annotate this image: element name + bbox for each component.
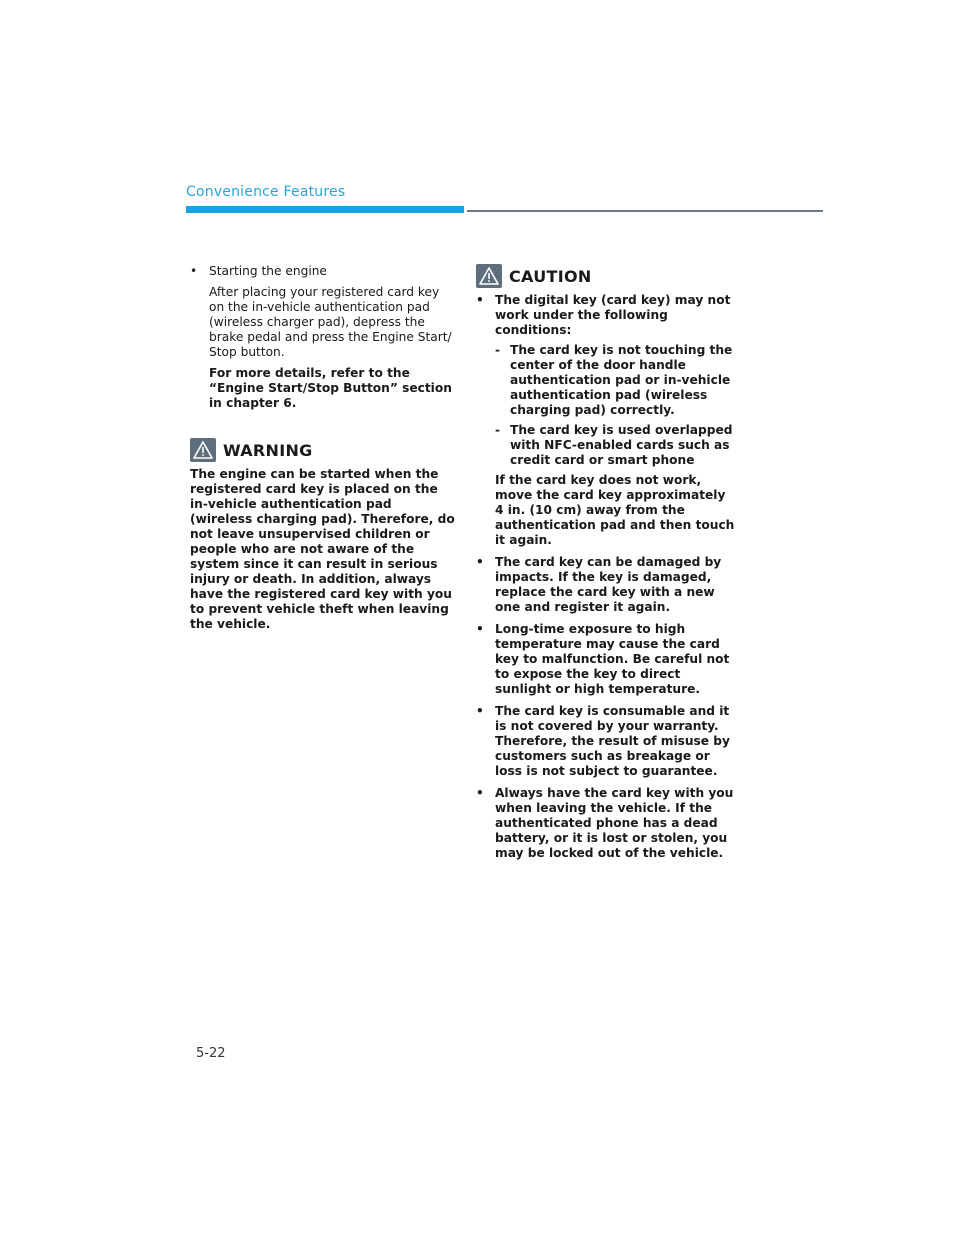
sub-item-text: The card key is not touching the center of the door handle authentication pad or in-vehicle authentication pad (wireless charging pad) correctly.: [510, 343, 733, 417]
caution-item-text: Always have the card key with you when leaving the vehicle. If the authenticated phone has a dead battery, or it is lost or stolen, you may be locked out of the vehicle.: [495, 786, 734, 860]
warning-icon: [190, 438, 216, 462]
caution-item-text: Long-time exposure to high temperature may cause the card key to malfunction. Be careful not to expose the key to direct sunlight or high temperature.: [495, 622, 730, 696]
sub-list-item: [495, 423, 738, 468]
section-title: Convenience Features: [186, 184, 346, 200]
dash-icon: -: [495, 343, 501, 357]
bullet-icon: •: [190, 264, 198, 278]
list-item: [476, 293, 738, 548]
right-column: [476, 264, 738, 868]
bullet-text: After placing your registered card key on the in-vehicle authentication pad (wireless charger pad), depress the brake pedal and press the Engine Start/ Stop button.: [209, 285, 452, 359]
sub-list-item: [495, 343, 738, 418]
caution-header: [476, 264, 738, 288]
bullet-icon: •: [476, 555, 484, 569]
caution-item-text: The card key can be damaged by impacts. If the key is damaged, replace the card key with a new one and register it again.: [495, 555, 722, 614]
list-item: [190, 264, 456, 411]
warning-label: WARNING: [223, 440, 313, 460]
caution-label: CAUTION: [509, 266, 592, 286]
caution-note: If the card key does not work, move the card key approximately 4 in. (10 cm) away from the authentication pad and then touch it again.: [495, 473, 735, 547]
caution-item-text: The digital key (card key) may not work under the following conditions:: [495, 293, 731, 337]
header-rule: [467, 210, 823, 212]
caution-icon: [476, 264, 502, 288]
caution-item-text: The card key is consumable and it is not covered by your warranty. Therefore, the result of misuse by customers such as breakage or loss is not subject to guarantee.: [495, 704, 730, 778]
dash-icon: -: [495, 423, 501, 437]
bullet-icon: •: [476, 293, 484, 307]
bullet-title: Starting the engine: [209, 264, 327, 278]
sub-item-text: The card key is used overlapped with NFC-enabled cards such as credit card or smart phone: [510, 423, 733, 467]
warning-header: [190, 438, 456, 462]
list-item: [476, 622, 738, 697]
bullet-reference: For more details, refer to the “Engine Start/Stop Button” section in chapter 6.: [209, 366, 452, 410]
list-item: [476, 704, 738, 779]
header-rule-accent: [186, 206, 464, 213]
warning-text: The engine can be started when the registered card key is placed on the in-vehicle authentication pad (wireless charging pad). Therefore, do not leave unsupervised children or people who are not aware of the system since it can result in serious injury or death. In addition, always have the registered card key with you to prevent vehicle theft when leaving the vehicle.: [190, 467, 455, 631]
page-number: 5-22: [196, 1046, 226, 1061]
bullet-icon: •: [476, 786, 484, 800]
left-column: [190, 264, 456, 638]
bullet-icon: •: [476, 622, 484, 636]
list-item: [476, 786, 738, 861]
bullet-icon: •: [476, 704, 484, 718]
list-item: [476, 555, 738, 615]
